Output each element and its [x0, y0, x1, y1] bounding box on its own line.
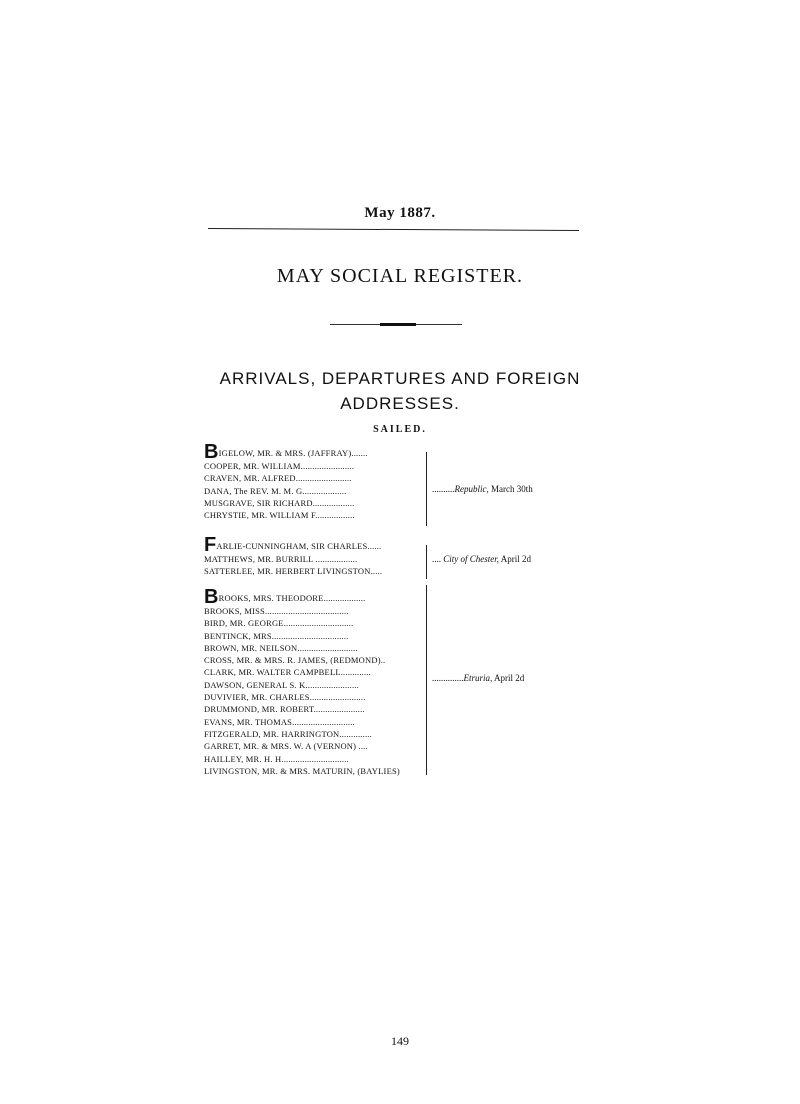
page-header-date: May 1887. [364, 205, 436, 221]
list-item: HAILLEY, MR. H. H............................. [204, 753, 349, 764]
list-item: BIGELOW, MR. & MRS. (JAFFRAY)....... [204, 441, 368, 463]
page-title: MAY SOCIAL REGISTER. [276, 265, 524, 287]
list-item: CROSS, MR. & MRS. R. JAMES, (REDMOND).. [204, 655, 386, 666]
subtitle-line-2: ADDRESSES. [340, 394, 460, 413]
ship-destination: ..............Etruria, April 2d [432, 673, 525, 683]
passenger-group-1 [204, 441, 368, 521]
header-rule [208, 228, 579, 231]
ship-name: Etruria, [463, 673, 493, 683]
ship-name: City of Chester, [443, 554, 499, 564]
list-item: LIVINGSTON, MR. & MRS. MATURIN, (BAYLIES) [204, 765, 400, 776]
page-number: 149 [391, 1034, 409, 1048]
list-item: DANA, The REV. M. M. G................... [204, 485, 347, 496]
ship-destination: .... City of Chester, April 2d [432, 554, 532, 564]
list-item: COOPER, MR. WILLIAM....................... [204, 461, 355, 471]
list-item: FITZGERALD, MR. HARRINGTON.............. [204, 728, 372, 739]
list-item: CLARK, MR. WALTER CAMPBELL............. [204, 667, 371, 678]
ship-destination: ..........Republic, March 30th [432, 484, 533, 494]
passenger-group-3 [204, 586, 400, 777]
list-item: EVANS, MR. THOMAS........................... [204, 716, 355, 727]
list-item: BROWN, MR. NEILSON.......................... [204, 642, 358, 653]
list-item: SATTERLEE, MR. HERBERT LIVINGSTON..... [204, 566, 383, 577]
list-item: BROOKS, MISS.................................... [204, 606, 349, 616]
list-item: GARRET, MR. & MRS. W. A (VERNON) .... [204, 741, 368, 752]
ship-name: Republic, [454, 484, 489, 494]
section-subtitle [0, 366, 800, 416]
list-item: DRUMMOND, MR. ROBERT...................... [204, 704, 365, 715]
list-item: FARLIE-CUNNINGHAM, SIR CHARLES...... [204, 534, 382, 556]
list-item: MATTHEWS, MR. BURRILL .................. [204, 554, 358, 564]
list-item: MUSGRAVE, SIR RICHARD.................. [204, 497, 355, 508]
section-heading-sailed: SAILED. [373, 424, 427, 435]
list-item: BIRD, MR. GEORGE.............................. [204, 618, 354, 629]
drop-cap: F [204, 534, 217, 556]
list-item: BROOKS, MRS. THEODORE.................. [204, 586, 366, 608]
drop-cap: B [204, 586, 219, 608]
list-item: CRAVEN, MR. ALFRED........................ [204, 473, 352, 484]
passenger-group-2 [204, 534, 383, 578]
ornamental-divider [330, 322, 462, 328]
subtitle-line-1: ARRIVALS, DEPARTURES AND FOREIGN [219, 369, 581, 388]
drop-cap: B [204, 441, 219, 463]
list-item: DUVIVIER, MR. CHARLES........................ [204, 692, 366, 703]
list-item: DAWSON, GENERAL S. K....................... [204, 679, 359, 690]
list-item: BENTINCK, MRS................................. [204, 630, 349, 641]
list-item: CHRYSTIE, MR. WILLIAM F................. [204, 510, 355, 521]
